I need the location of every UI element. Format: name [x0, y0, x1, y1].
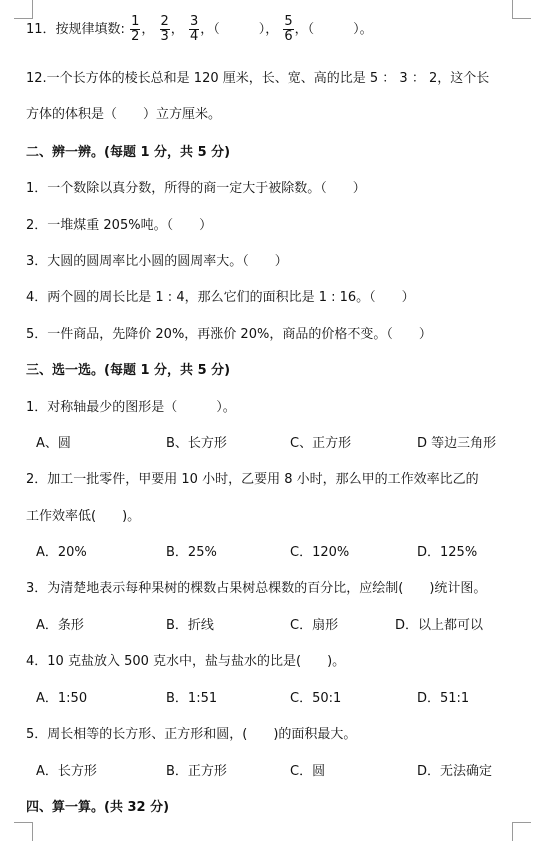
true-false-item-5: 5．一件商品，先降价 20%，再涨价 20%，商品的价格不变。（ ）: [26, 327, 432, 342]
choice-question-3: 3．为清楚地表示每种果树的棵数占果树总棵数的百分比，应绘制( )统计图。: [26, 581, 487, 596]
fraction: [283, 15, 293, 44]
option-b: B．折线: [166, 618, 214, 633]
numerator: 5: [284, 14, 293, 29]
question-12-line-1: 12.一个长方体的棱长总和是 120 厘米，长、宽、高的比是 5 ： 3 ： 2，这个长: [26, 71, 490, 86]
option-a: A．20%: [36, 545, 87, 560]
numerator: 2: [160, 14, 169, 29]
section-4-title: 四、算一算。(共 32 分): [26, 800, 170, 815]
crop-mark-top-right: [512, 0, 531, 19]
option-c: C．扇形: [290, 618, 339, 633]
option-d: D．125%: [417, 545, 478, 560]
fraction: [130, 15, 140, 44]
option-b: B．25%: [166, 545, 217, 560]
option-c: C．120%: [290, 545, 350, 560]
crop-mark-bottom-left: [14, 822, 33, 841]
fraction: [160, 15, 170, 44]
choice-question-2-line-2: 工作效率低( )。: [26, 509, 141, 524]
option-d: D．51:1: [417, 691, 470, 706]
denominator: 4: [189, 29, 199, 44]
option-d: D．无法确定: [417, 764, 493, 779]
option-c: C．圆: [290, 764, 326, 779]
option-b: B．1:51: [166, 691, 218, 706]
separator: ，（ ）。: [294, 22, 373, 37]
question-11: [26, 14, 373, 46]
choice-question-1: 1．对称轴最少的图形是（ ）。: [26, 400, 236, 415]
true-false-item-3: 3．大圆的圆周率比小圆的圆周率大。（ ）: [26, 254, 288, 269]
separator: ，: [170, 22, 184, 37]
denominator: 2: [131, 29, 140, 44]
option-a: A．条形: [36, 618, 84, 633]
option-a: A、圆: [36, 436, 71, 451]
fraction: [189, 15, 199, 44]
option-d: D．以上都可以: [395, 618, 484, 633]
option-a: A．1:50: [36, 691, 88, 706]
option-a: A．长方形: [36, 764, 97, 779]
choice-question-5: 5．周长相等的长方形、正方形和圆，( )的面积最大。: [26, 727, 357, 742]
option-b: B、长方形: [166, 436, 227, 451]
denominator: 3: [160, 29, 169, 44]
true-false-item-4: 4．两个圆的周长比是 1 : 4，那么它们的面积比是 1 : 16。（ ）: [26, 290, 415, 305]
numerator: 3: [189, 14, 199, 29]
option-c: C．50:1: [290, 691, 342, 706]
true-false-item-2: 2．一堆煤重 205%吨。（ ）: [26, 218, 213, 233]
section-3-title: 三、选一选。(每题 1 分，共 5 分): [26, 363, 231, 378]
option-b: B．正方形: [166, 764, 227, 779]
question-11-prefix: 11．按规律填数:: [26, 22, 125, 37]
separator: ，: [141, 22, 155, 37]
denominator: 6: [284, 29, 293, 44]
crop-mark-bottom-right: [512, 822, 531, 841]
choice-question-2-line-1: 2．加工一批零件，甲要用 10 小时，乙要用 8 小时，那么甲的工作效率比乙的: [26, 472, 479, 487]
true-false-item-1: 1．一个数除以真分数，所得的商一定大于被除数。（ ）: [26, 181, 366, 196]
section-2-title: 二、辨一辨。(每题 1 分，共 5 分): [26, 145, 231, 160]
choice-question-4: 4．10 克盐放入 500 克水中，盐与盐水的比是( )。: [26, 654, 346, 669]
numerator: 1: [131, 14, 140, 29]
separator: ，（ ），: [200, 22, 279, 37]
option-d: D 等边三角形: [417, 436, 497, 451]
option-c: C、正方形: [290, 436, 352, 451]
question-12-line-2: 方体的体积是（ ）立方厘米。: [26, 107, 222, 122]
